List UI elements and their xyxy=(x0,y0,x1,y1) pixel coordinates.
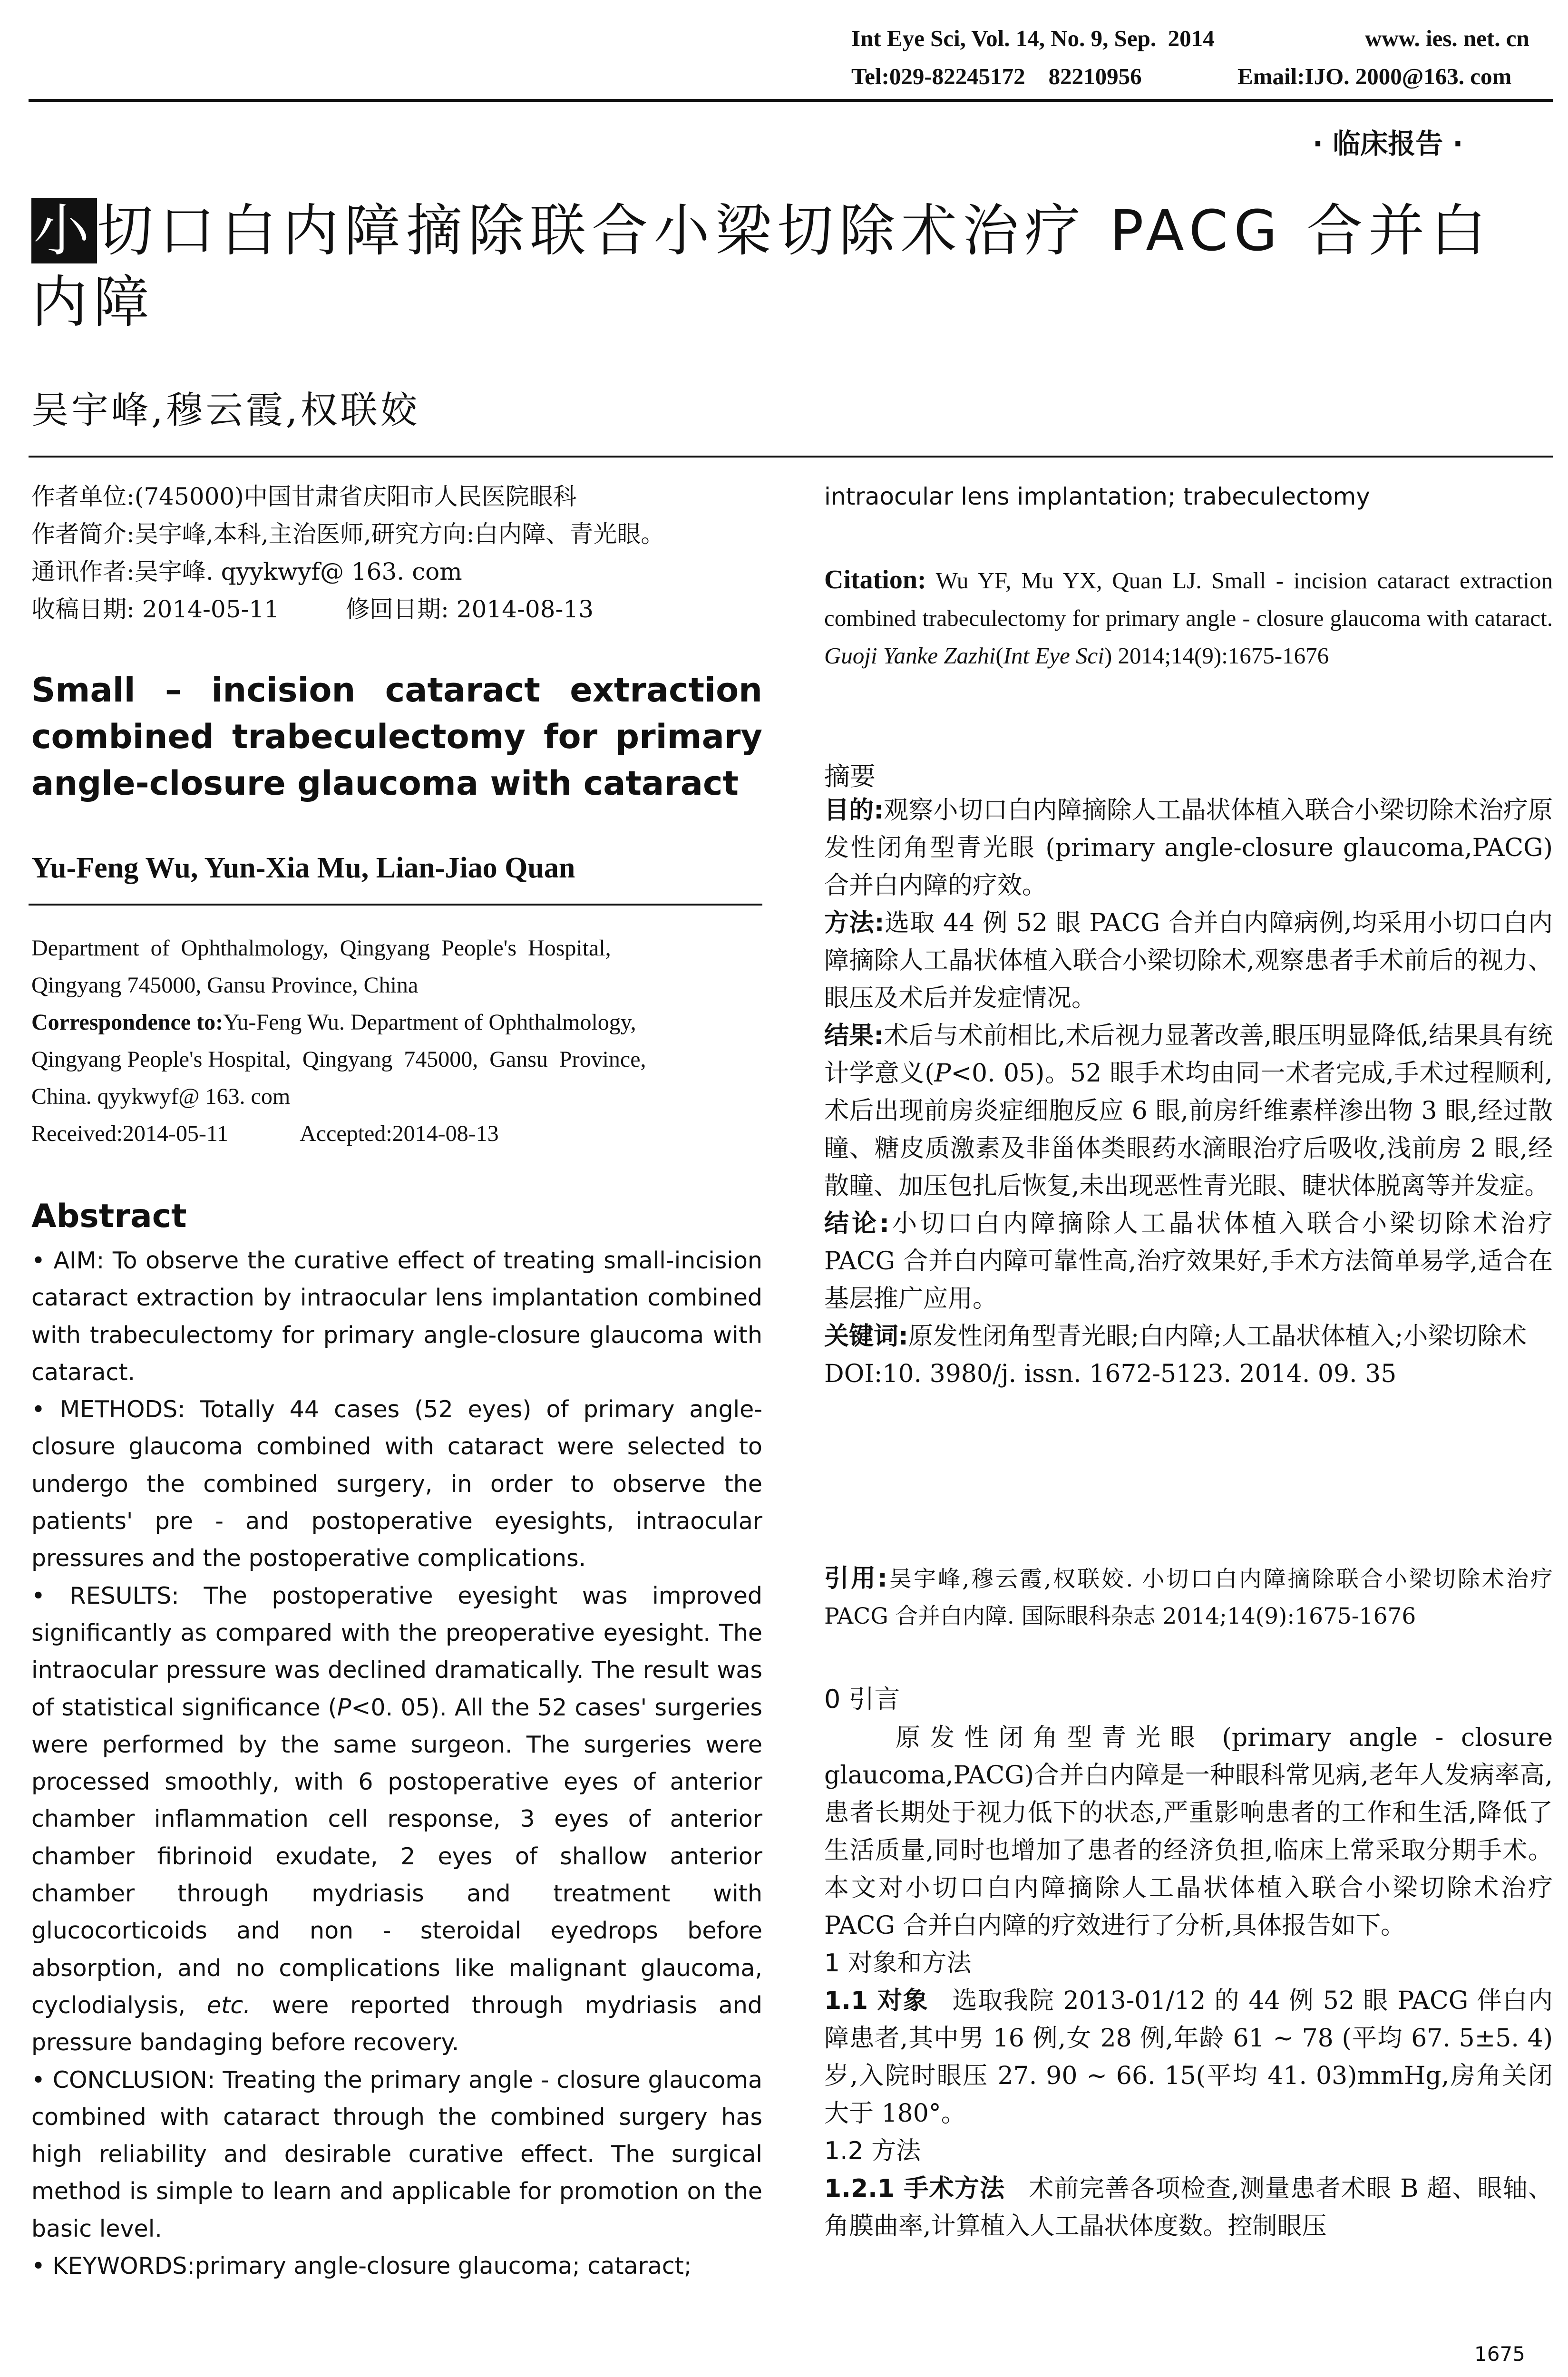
citation-cn-text: 吴宇峰,穆云霞,权联姣. 小切口白内障摘除联合小梁切除术治疗 PACG 合并白内障. 国际眼科杂志 2014;14(9):1675-1676 xyxy=(824,1566,1553,1629)
cn-meta xyxy=(31,478,764,628)
cn-affiliation: 作者单位:(745000)中国甘肃省庆阳市人民医院眼科 xyxy=(31,483,577,510)
section-1-2-1-text: 术前完善各项检查,测量患者术眼 B 超、眼轴、角膜曲率,计算植入人工晶状体度数。控制眼压 xyxy=(824,2174,1553,2241)
cn-abstract-jieguo xyxy=(824,1017,1553,1205)
chinese-abstract xyxy=(824,792,1553,1393)
cn-corresponding: 通讯作者:吴宇峰. qyykwyf@ 163. com xyxy=(31,558,462,585)
zhaiyao-heading: 摘要 xyxy=(824,761,876,791)
citation-en xyxy=(824,561,1553,674)
section-1-1 xyxy=(824,1982,1553,2133)
intro-heading: 0 引言 xyxy=(824,1684,900,1714)
cn-abstract-text: 选取 44 例 52 眼 PACG 合并白内障病例,均采用小切口白内障摘除人工晶状体植入联合小梁切除术,观察患者手术前后的视力、眼压及术后并发症情况。 xyxy=(824,909,1553,1013)
cn-abstract-text: <0. 05)。52 眼手术均由同一术者完成,手术过程顺利,术后出现前房炎症细胞反应 6 眼,前房纤维素样渗出物 3 眼,经过散瞳、糖皮质激素及非甾体类眼药水滴眼治疗后吸收,浅前房 2 眼,经散瞳、加压包扎后恢复,未出现恶性青光眼、睫状体脱离等并发症。 xyxy=(824,1059,1553,1200)
en-received: Received:2014-05-11 xyxy=(31,1121,229,1146)
en-correspondence xyxy=(31,1004,762,1041)
authors-rule xyxy=(29,456,1553,458)
cn-abstract-label: 结果: xyxy=(824,1022,884,1050)
citation-en-text: ) 2014;14(9):1675-1676 xyxy=(1104,643,1329,669)
doi: DOI:10. 3980/j. issn. 1672-5123. 2014. 09. 35 xyxy=(824,1360,1397,1388)
citation-en-journal: Guoji Yanke Zazhi xyxy=(824,643,996,669)
abstract-aim xyxy=(31,1242,762,1391)
cn-bio: 作者简介:吴宇峰,本科,主治医师,研究方向:白内障、青光眼。 xyxy=(31,520,665,548)
english-title-line: combined trabeculectomy for primary xyxy=(31,717,762,756)
title-first-char: 小 xyxy=(31,198,97,263)
en-corr-line: Qingyang People's Hospital, Qingyang 745000, Gansu Province, xyxy=(31,1047,646,1072)
title-rest: 切口白内障摘除联合小梁切除术治疗 PACG 合并白内障 xyxy=(31,198,1492,335)
en-dept-line: Department of Ophthalmology, Qingyang People's Hospital, xyxy=(31,935,611,961)
abstract-aim-text: To observe the curative effect of treating small-incision cataract extraction by intraocular lens implantation combined with trabeculectomy for primary angle-closure glaucoma with cataract. xyxy=(31,1247,762,1386)
page-title xyxy=(31,195,1544,338)
journal-website: www. ies. net. cn xyxy=(1365,25,1529,51)
abstract-results-label: • RESULTS: xyxy=(31,1582,179,1609)
cn-abstract-p: P xyxy=(934,1059,951,1088)
journal-citation-line: Int Eye Sci, Vol. 14, No. 9, Sep. 2014 xyxy=(851,25,1215,51)
cn-received: 收稿日期: 2014-05-11 xyxy=(31,595,280,623)
abstract-aim-label: • AIM: xyxy=(31,1247,105,1274)
page-number: 1675 xyxy=(1474,2342,1525,2366)
intro-paragraph: 原发性闭角型青光眼 (primary angle - closure glaucoma,PACG)合并白内障是一种眼科常见病,老年人发病率高,患者长期处于视力低下的状态,严重影响患者的工作和生活,降低了生活质量,同时也增加了患者的经济负担,临床上常采取分期手术。本文对小切口白内障摘除人工晶状体植入联合小梁切除术治疗 PACG 合并白内障的疗效进行了分析,具体报告如下。 xyxy=(824,1724,1553,1940)
abstract-heading: Abstract xyxy=(31,1198,187,1235)
cn-revised: 修回日期: 2014-08-13 xyxy=(346,595,594,623)
abstract-results-text: were reported through mydriasis and pressure bandaging before recovery. xyxy=(31,1991,762,2056)
citation-cn xyxy=(824,1560,1553,1635)
header-rule xyxy=(29,99,1553,102)
cn-abstract-text: 原发性闭角型青光眼;白内障;人工晶状体植入;小梁切除术 xyxy=(908,1322,1527,1351)
abstract-conclusion-text: Treating the primary angle - closure glaucoma combined with cataract through the combined surgery has high reliability and desirable curative effect. The surgical method is simple to learn and applicable for promotion on the basic level. xyxy=(31,2066,762,2242)
citation-en-text: Wu YF, Mu YX, Quan LJ. Small - incision cataract extraction combined trabeculectomy for primary angle - closure glaucoma with cataract. xyxy=(824,567,1553,631)
abstract-results-etc: etc. xyxy=(207,1991,251,2019)
section-1-2-1 xyxy=(824,2170,1553,2245)
english-meta xyxy=(31,930,762,1152)
abstract-keywords-text: primary angle-closure glaucoma; cataract; xyxy=(195,2252,692,2280)
cn-abstract-fangfa xyxy=(824,905,1553,1017)
cn-abstract-text: 小切口白内障摘除人工晶状体植入联合小梁切除术治疗 PACG 合并白内障可靠性高,治疗效果好,手术方法简单易学,适合在基层推广应用。 xyxy=(824,1209,1553,1313)
section-1-1-text: 选取我院 2013-01/12 的 44 例 52 眼 PACG 伴白内障患者,其中男 16 例,女 28 例,年龄 61 ~ 78 (平均 67. 5±5. 4)岁,入院时眼压 27. 90 ~ 66. 15(平均 41. 03)mmHg,房角关闭大于 180°。 xyxy=(824,1987,1553,2128)
section-type: · 临床报告 · xyxy=(1313,127,1463,160)
cn-abstract-label: 关键词: xyxy=(824,1322,908,1351)
cn-abstract-keywords xyxy=(824,1318,1553,1355)
english-authors-rule xyxy=(29,904,762,906)
abstract-keywords xyxy=(31,2248,762,2285)
abstract-results xyxy=(31,1578,762,2062)
abstract-results-text: The postoperative eyesight was improved significantly as compared with the preoperative eyesight. The intraocular pressure was declined dramatically. The result was of statistical significance ( xyxy=(31,1582,762,1721)
en-dept-line: Qingyang 745000, Gansu Province, China xyxy=(31,973,419,998)
english-authors: Yu-Feng Wu, Yun-Xia Mu, Lian-Jiao Quan xyxy=(31,852,575,884)
authors-cn: 吴宇峰,穆云霞,权联姣 xyxy=(31,389,420,432)
citation-cn-label: 引用: xyxy=(824,1564,887,1593)
abstract-keywords-label: • KEYWORDS: xyxy=(31,2252,195,2280)
keywords-continued: intraocular lens implantation; trabeculectomy xyxy=(824,483,1370,510)
english-title-line: angle-closure glaucoma with cataract xyxy=(31,764,739,803)
abstract-methods xyxy=(31,1391,762,1577)
abstract-methods-label: • METHODS: xyxy=(31,1396,185,1423)
abstract-conclusion-label: • CONCLUSION: xyxy=(31,2066,215,2094)
en-corr-line: China. qyykwyf@ 163. com xyxy=(31,1084,291,1109)
journal-email: Email:IJO. 2000@163. com xyxy=(1237,63,1512,89)
citation-en-journal-en: Int Eye Sci xyxy=(1003,643,1104,669)
section-1-1-label: 1.1 对象 xyxy=(824,1987,929,2015)
en-dates xyxy=(31,1115,762,1152)
journal-tel: Tel:029-82245172 82210956 xyxy=(851,63,1142,89)
abstract-conclusion xyxy=(31,2062,762,2248)
section-1-2-1-label: 1.2.1 手术方法 xyxy=(824,2174,1005,2203)
cn-abstract-text: 术后与术前相比,术后视力显著改善,眼压明显降低,结果具有统计学意义( xyxy=(824,1022,1553,1088)
citation-en-label: Citation: xyxy=(824,565,926,594)
section-1-2-heading: 1.2 方法 xyxy=(824,2137,921,2165)
english-title xyxy=(31,667,762,807)
abstract-results-p: P xyxy=(337,1694,351,1721)
en-corr-text: Yu-Feng Wu. Department of Ophthalmology, xyxy=(223,1010,636,1035)
section-heading: 1 对象和方法 xyxy=(824,1949,972,1978)
cn-abstract-label: 目的: xyxy=(824,796,884,825)
body-text xyxy=(824,1719,1553,2245)
cn-abstract-label: 方法: xyxy=(824,909,885,937)
cn-abstract-jielun xyxy=(824,1205,1553,1318)
cn-abstract-label: 结论: xyxy=(824,1209,890,1238)
english-title-line: Small – incision cataract extraction xyxy=(31,671,762,710)
en-corr-label: Correspondence to: xyxy=(31,1010,224,1035)
en-accepted: Accepted:2014-08-13 xyxy=(300,1121,499,1146)
abstract-methods-text: Totally 44 cases (52 eyes) of primary angle-closure glaucoma combined with cataract were selected to undergo the combined surgery, in order to observe the patients' pre - and postoperative eyesights, intraocular pressures and the postoperative complications. xyxy=(31,1396,762,1572)
cn-abstract-text: 观察小切口白内障摘除人工晶状体植入联合小梁切除术治疗原发性闭角型青光眼 (primary angle-closure glaucoma,PACG)合并白内障的疗效。 xyxy=(824,796,1553,900)
cn-abstract-mudi xyxy=(824,792,1553,905)
abstract-body xyxy=(31,1242,762,2285)
abstract-results-text: <0. 05). All the 52 cases' surgeries were performed by the same surgeon. The surgeries were processed smoothly, with 6 postoperative eyes of anterior chamber inflammation cell response, 3 eyes of anterior chamber fibrinoid exudate, 2 eyes of shallow anterior chamber through mydriasis and treatment with glucocorticoids and non - steroidal eyedrops before absorption, and no complications like malignant glaucoma, cyclodialysis, xyxy=(31,1694,763,2019)
citation-en-text: ( xyxy=(995,643,1003,669)
cn-dates xyxy=(31,591,764,628)
